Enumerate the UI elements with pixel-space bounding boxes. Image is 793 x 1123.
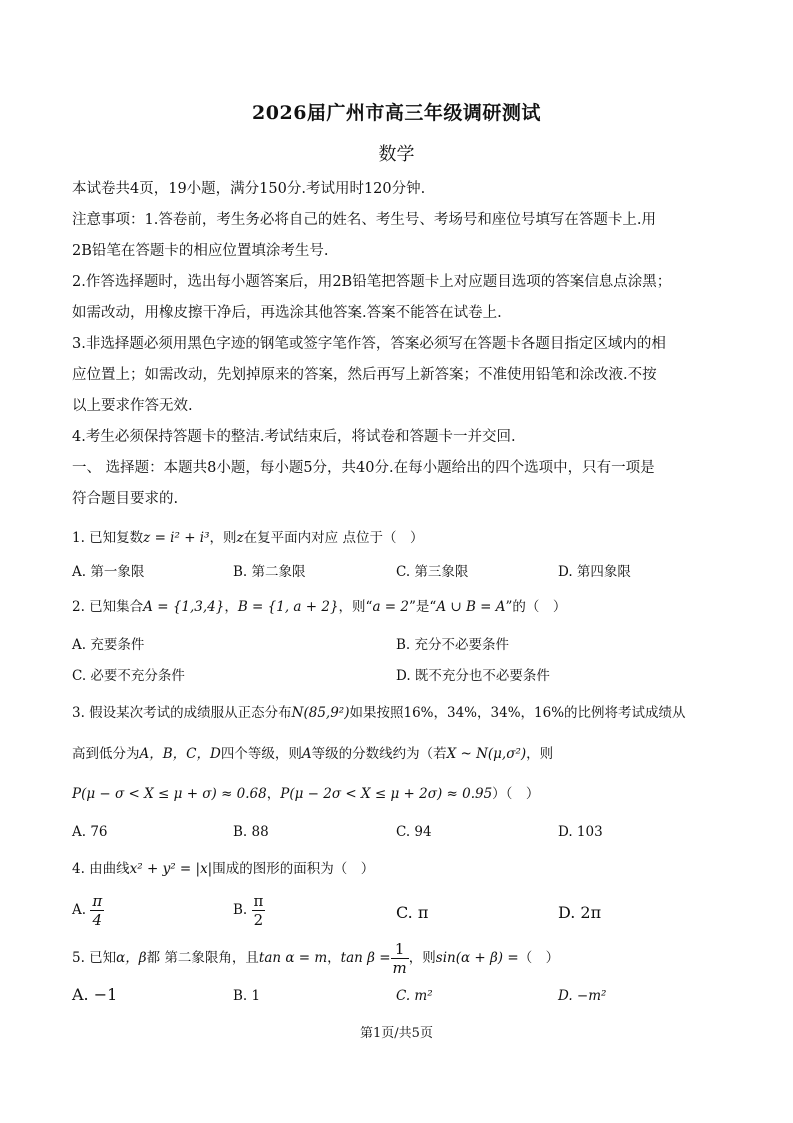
q4-option-c: C. π <box>396 903 429 922</box>
note-3-line-2: 应位置上；如需改动，先划掉原来的答案，然后再写上新答案；不准使用铅笔和涂改液.不按 <box>72 367 657 383</box>
q3-line2-post: 等级的分数线约为（若 <box>311 746 447 762</box>
note-1-line-1: 注意事项：1.答卷前，考生务必将自己的姓名、考生号、考场号和座位号填写在答题卡上.用 <box>72 212 656 228</box>
q5-numerator: 1 <box>391 940 409 959</box>
q1-option-c: C. 第三象限 <box>396 564 469 580</box>
q4-option-d: D. 2π <box>558 903 602 922</box>
q2-pre: 2. 已知集合 <box>72 599 144 615</box>
q3-option-a: A. 76 <box>72 824 108 840</box>
q5-angles: α，β <box>116 950 147 966</box>
page-title: 2026届广州市高三年级调研测试 <box>252 102 541 124</box>
question-2-stem <box>72 595 732 619</box>
q5-denominator: m <box>392 959 407 977</box>
q2-option-d: D. 既不充分也不必要条件 <box>396 668 550 684</box>
q3-option-d: D. 103 <box>558 824 603 840</box>
q3-option-b: B. 88 <box>233 824 269 840</box>
q3-line2-end: ，则 <box>526 746 554 762</box>
note-1-line-2: 2B铅笔在答题卡的相应位置填涂考生号. <box>72 243 329 259</box>
q4-option-a-fraction <box>90 892 104 929</box>
q5-option-b: B. 1 <box>233 988 261 1004</box>
q2-mid: ，则“ <box>338 599 373 615</box>
q2-condition: a = 2 <box>372 599 409 615</box>
q4-option-b <box>233 892 265 929</box>
note-3-line-3: 以上要求作答无效. <box>72 398 193 414</box>
question-1-stem <box>72 526 732 550</box>
q2-option-a: A. 充要条件 <box>72 637 145 653</box>
q3-option-c: C. 94 <box>396 824 432 840</box>
q5-option-a: A. −1 <box>72 985 118 1004</box>
q5-fraction <box>391 940 409 977</box>
q4-option-a-label: A. <box>72 902 87 918</box>
q5-option-d: D. −m² <box>558 988 607 1004</box>
q2-sep: ， <box>224 599 238 615</box>
q5-sep: ， <box>327 950 341 966</box>
q5-post: （ ） <box>518 950 560 966</box>
q2-set-b: B = {1, a + 2} <box>237 599 339 615</box>
q1-option-b: B. 第二象限 <box>233 564 306 580</box>
q1-pre: 1. 已知复数 <box>72 530 144 546</box>
page-footer: 第1页/共5页 <box>360 1026 433 1041</box>
q3-distribution: N(85,9²) <box>291 705 350 721</box>
q4-curve: x² + y² = |x| <box>129 861 213 877</box>
q2-set-a: A = {1,3,4} <box>143 599 225 615</box>
q5-tan-alpha: tan α = m <box>258 950 328 966</box>
q1-option-d: D. 第四象限 <box>558 564 631 580</box>
q3-assumption: X ~ N(μ,σ²) <box>446 746 527 762</box>
q4-a-denominator: 4 <box>92 911 103 929</box>
question-3-line-1 <box>72 701 732 725</box>
q3-line1-pre: 3. 假设某次考试的成绩服从正态分布 <box>72 705 292 721</box>
q1-option-a: A. 第一象限 <box>72 564 145 580</box>
q1-post: ，则 <box>209 530 237 546</box>
question-3-line-3 <box>72 782 732 806</box>
q3-grades: A，B，C，D <box>139 746 221 762</box>
note-2-line-1: 2.作答选择题时，选出每小题答案后，用2B铅笔把答题卡上对应题目选项的答案信息点涂黑； <box>72 274 672 290</box>
q2-option-b: B. 充分不必要条件 <box>396 637 510 653</box>
q2-mid2: ”是“ <box>409 599 437 615</box>
q1-post2: 在复平面内对应 点位于（ ） <box>243 530 424 546</box>
q3-grade-a: A <box>301 746 312 762</box>
q3-prob-1: P(μ − σ < X ≤ μ + σ) ≈ 0.68 <box>72 786 267 802</box>
subject-heading: 数学 <box>378 144 415 165</box>
note-3-line-1: 3.非选择题必须用黑色字迹的钢笔或签字笔作答，答案必须写在答题卡各题目指定区域内的相 <box>72 336 666 352</box>
note-2-line-2: 如需改动，用橡皮擦干净后，再选涂其他答案.答案不能答在试卷上. <box>72 305 502 321</box>
question-3-line-2 <box>72 742 732 766</box>
q4-a-numerator: π <box>92 892 103 910</box>
q3-line3-sep: ， <box>266 786 281 802</box>
q4-option-a <box>72 892 104 929</box>
q3-line2-mid: 四个等级，则 <box>220 746 302 762</box>
q3-line1-post: 如果按照16%，34%，34%，16%的比例将考试成绩从 <box>349 705 686 721</box>
q5-option-c: C. m² <box>396 988 433 1004</box>
q4-pre: 4. 由曲线 <box>72 861 130 877</box>
note-4-line: 4.考生必须保持答题卡的整洁.考试结束后，将试卷和答题卡一并交回. <box>72 429 516 445</box>
section-1-line-2: 符合题目要求的. <box>72 491 179 507</box>
q2-condition-2: A ∪ B = A <box>436 599 506 615</box>
q5-mid2: ，则 <box>408 950 436 966</box>
question-4-stem <box>72 857 732 881</box>
q5-mid: 都 第二象限角，且 <box>146 950 259 966</box>
q5-pre: 5. 已知 <box>72 950 117 966</box>
q4-b-denominator: 2 <box>253 911 264 929</box>
q4-post: 围成的图形的面积为（ ） <box>212 861 375 877</box>
question-5-stem <box>72 940 732 977</box>
q2-post: ”的（ ） <box>505 599 567 615</box>
q4-b-numerator: π <box>253 892 264 910</box>
section-1-line-1: 一、 选择题：本题共8小题，每小题5分，共40分.在每小题给出的四个选项中，只有一项是 <box>72 460 655 476</box>
q3-line2-pre: 高到低分为 <box>72 746 140 762</box>
q4-option-b-label: B. <box>233 902 248 918</box>
q1-variable: z <box>236 530 244 546</box>
q5-tan-beta: tan β = <box>340 950 391 966</box>
q1-expression: z = i² + i³ <box>143 530 210 546</box>
q2-option-c: C. 必要不充分条件 <box>72 668 185 684</box>
q3-prob-2: P(μ − 2σ < X ≤ μ + 2σ) ≈ 0.95 <box>280 786 493 802</box>
intro-line: 本试卷共4页，19小题，满分150分.考试用时120分钟. <box>72 181 426 197</box>
q3-line3-end: ）（ ） <box>492 786 540 802</box>
q4-option-b-fraction <box>252 892 266 929</box>
q5-target: sin(α + β) = <box>435 950 519 966</box>
